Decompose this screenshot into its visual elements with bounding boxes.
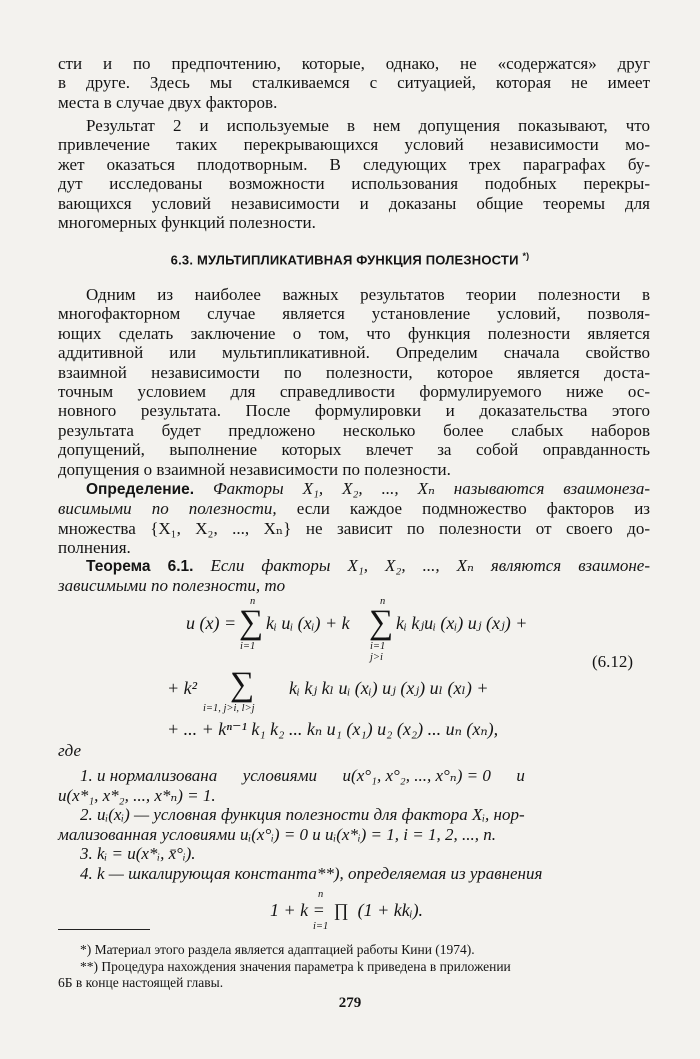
page-number: 279 bbox=[338, 995, 362, 1011]
text-line: ющих сделать заключение о том, что функция полезности является bbox=[58, 323, 650, 343]
condition-1-cont: u(x*₁, x*₂, ..., x*ₙ) = 1. bbox=[58, 785, 216, 805]
condition-2: 2. uᵢ(xᵢ) — условная функция полезности для фактора Xᵢ, нор- bbox=[80, 805, 525, 825]
text-line: висимыми по полезности, если каждое подмножество факторов из bbox=[58, 499, 651, 519]
condition-1: 1. u нормализована условиями u(x°₁, x°₂, ..., x°ₙ) = 0 и bbox=[80, 766, 525, 785]
sum-sign: ∑ bbox=[239, 604, 264, 641]
section-title: 6.3. МУЛЬТИПЛИКАТИВНАЯ ФУНКЦИЯ ПОЛЕЗНОСТИ bbox=[170, 252, 519, 268]
text-line: сти и по предпочтению, которые, однако, не «содержатся» друг bbox=[58, 54, 650, 73]
footnotes bbox=[58, 942, 650, 992]
text-line: в друге. Здесь мы сталкиваемся с ситуацией, которая не имеет bbox=[58, 73, 650, 93]
condition-3: 3. kᵢ = u(x*ᵢ, x̄°ᵢ). bbox=[80, 844, 196, 864]
book-page: сти и по предпочтению, которые, однако, не «содержатся» друг в друге. Здесь мы сталкиваемся с ситуацией, которая не имеет места в случае двух факторов. Результат 2 и используемые в нем допущения показывают, что привлечение таких перекрывающихся условий независимости мо- жет оказаться плодотворным. В следующих трех параграфах бу- дут исследованы возможности использования подобных перекры- вающихся условий независимости и доказаны общие теоремы для многомерных функций полезности. 6.3. МУЛЬТИПЛИКАТИВНАЯ ФУНКЦИЯ ПОЛЕЗНОСТИ *) Одним из наиболее важных результатов теории полезности в многофакторном случае является установление условий, позволя- ющих сделать заключение о том, что функция полезности является аддитивной или мультипликативной. Определим сначала свойство взаимной независимости по полезности, которое является доста- точным условием для справедливости формулируемого ниже ос- новного результата. После формулировки и доказательства этого результата будет предложено несколько более слабых наборов допущений, выполнение которых влечет за собой оправданность допущения о взаимной независимости по полезности. Определение. Факторы X₁, X₂, ..., Xₙ называются взаимонеза- висимыми по полезности, если каждое подмножество факторов из множества {X₁, X₂, ..., Xₙ} не зависит по полезности от своего до- полнения. Теорема 6.1. Если факторы X₁, X₂, ..., Xₙ являются взаимоне- зависимыми по полезности, то u (x) = n ∑ i=1 kᵢ uᵢ (xᵢ) + k n ∑ i=1 j>i kᵢ kⱼuᵢ (xᵢ) uⱼ (xⱼ) + (6.12) + k² ∑ i=1, j>i, l>j kᵢ kⱼ kₗ uᵢ (xᵢ) uⱼ (xⱼ) uₗ (xₗ) + + ... + kⁿ⁻¹ k₁ k₂ ... kₙ u₁ (x₁) u₂ (x₂) ... uₙ (xₙ), где 1. u нормализована условиями u(x°₁, x°₂, ..., x°ₙ) = 0 и u(x*₁, x*₂, ..., x*ₙ) = 1. 2. uᵢ(xᵢ) — условная функция полезности для фактора Xᵢ, нор- мализованная условиями uᵢ(x°ᵢ) = 0 и uᵢ(x*ᵢ) = 1, i = 1, 2, ..., n. 3. kᵢ = u(x*ᵢ, x̄°ᵢ). 4. k — шкалирующая константа**), определяемая из уравнения n 1 + k = ∏ (1 + kkᵢ). i=1 *) Материал этого раздела является адаптацией работы Кини (1974). **) Процедура нахождения значения параметра k приведена в приложении 6Б в конце настоящей главы. 279 bbox=[0, 0, 700, 1059]
text-line: Определение. Факторы X₁, X₂, ..., Xₙ называются взаимонеза- bbox=[86, 479, 650, 498]
text-line: жет оказаться плодотворным. В следующих трех параграфах бу- bbox=[58, 154, 650, 174]
definition-label: Определение. bbox=[86, 481, 195, 498]
text-line: допущения о взаимной независимости по полезности. bbox=[58, 459, 451, 479]
text-line: множества {X₁, X₂, ..., Xₙ} не зависит по полезности от своего до- bbox=[58, 518, 650, 538]
condition-4: 4. k — шкалирующая константа**), определяемая из уравнения bbox=[80, 863, 543, 883]
result2-paragraph bbox=[58, 116, 650, 232]
where-label: где bbox=[58, 741, 81, 760]
text-line: полнения. bbox=[58, 538, 131, 558]
conditions-list bbox=[58, 766, 650, 884]
text-line: вающихся условий независимости и доказаны общие теоремы для bbox=[58, 193, 650, 213]
text-line: аддитивной или мультипликативной. Определим сначала свойство bbox=[58, 343, 650, 363]
text-line: Результат 2 и используемые в нем допущения показывают, что bbox=[86, 116, 650, 135]
footnote-2: **) Процедура нахождения значения параметра k приведена в приложении bbox=[80, 958, 511, 974]
text-line: точным условием для справедливости формулируемого ниже ос- bbox=[58, 382, 650, 402]
text-line: взаимной независимости по полезности, которое является доста- bbox=[58, 362, 650, 382]
equation-number: (6.12) bbox=[592, 652, 634, 671]
footnote-rule bbox=[58, 929, 150, 930]
footnote-1: *) Материал этого раздела является адаптацией работы Кини (1974). bbox=[80, 942, 475, 957]
theorem-label: Теорема 6.1. bbox=[86, 558, 194, 575]
text-line: зависимыми по полезности, то bbox=[58, 576, 286, 596]
footnote-mark: *) bbox=[522, 251, 530, 261]
condition-2-cont: мализованная условиями uᵢ(x°ᵢ) = 0 и uᵢ(x*ᵢ) = 1, i = 1, 2, ..., n. bbox=[58, 824, 496, 844]
intro-paragraph bbox=[58, 54, 650, 112]
text-line: новного результата. После формулировки и доказательства этого bbox=[58, 401, 650, 421]
main-paragraph bbox=[58, 285, 650, 479]
footnote-2-cont: 6Б в конце настоящей главы. bbox=[58, 975, 224, 990]
text-line: Одним из наиболее важных результатов теории полезности в bbox=[86, 285, 650, 304]
text-line: Теорема 6.1. Если факторы X₁, X₂, ..., Xₙ являются взаимоне- bbox=[86, 556, 650, 575]
section-heading bbox=[0, 251, 700, 267]
text-line: места в случае двух факторов. bbox=[58, 92, 278, 112]
text-line: результата будет предложено несколько более слабых наборов bbox=[58, 420, 650, 440]
text-line: многомерных функций полезности. bbox=[58, 213, 316, 233]
definition-paragraph bbox=[58, 479, 650, 558]
sum-sign: ∑ bbox=[369, 604, 394, 641]
text-line: привлечение таких перекрывающихся условий независимости мо- bbox=[58, 135, 650, 155]
sum-sign: ∑ bbox=[230, 666, 255, 703]
theorem-paragraph bbox=[58, 556, 650, 596]
text-line: дут исследованы возможности использования подобных перекры- bbox=[58, 174, 650, 194]
text-line: допущений, выполнение которых влечет за собой оправданность bbox=[58, 440, 650, 460]
text-line: многофакторном случае является установление условий, позволя- bbox=[58, 304, 650, 324]
